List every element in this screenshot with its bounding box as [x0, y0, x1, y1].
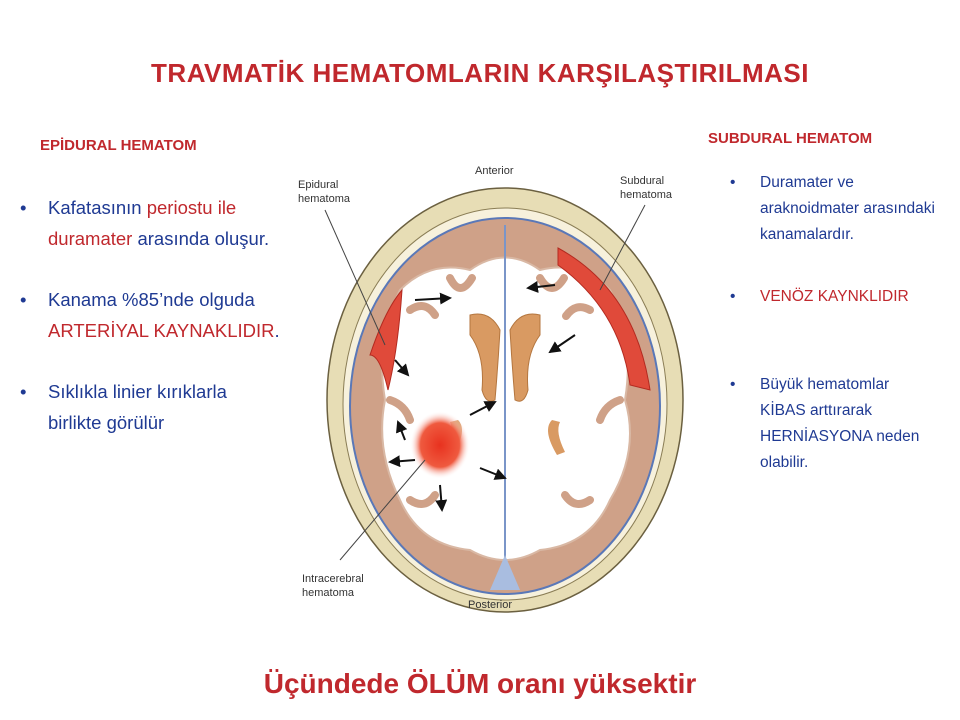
bullet-text-segment: periostu [146, 197, 213, 218]
subdural-heading: SUBDURAL HEMATOM [708, 130, 873, 147]
label-intracerebral: Intracerebral [302, 573, 364, 585]
epidural-bullet [20, 376, 280, 438]
bullet-text-segment: ile duramater [48, 197, 237, 249]
subdural-bullet: • Büyük hematomlar KİBAS arttırarak HERNİASYONA neden olabilir. [728, 372, 938, 476]
bullet-text-segment: arasında oluşur. [132, 228, 270, 249]
bullet-text-segment: Kafatasının [48, 197, 147, 218]
label-intracerebral-2: hematoma [302, 587, 354, 599]
label-epidural: Epidural [298, 179, 339, 191]
bullet-text-segment: ARTERİYAL KAYNAKLIDIR [48, 320, 275, 341]
intracerebral-hematoma [410, 411, 470, 479]
slide-title: TRAVMATİK HEMATOMLARIN KARŞILAŞTIRILMASI [151, 58, 809, 88]
brain-hematoma-diagram [290, 150, 710, 625]
epidural-bullet [20, 284, 280, 346]
label-epidural-2: hematoma [298, 193, 350, 205]
epidural-heading: EPİDURAL HEMATOM [40, 137, 197, 154]
subdural-bullet: • Duramater ve araknoidmater arasındaki kanamalardır. [728, 170, 938, 248]
label-anterior: Anterior [475, 165, 514, 177]
label-posterior: Posterior [468, 599, 513, 611]
subdural-bullet: • VENÖZ KAYNKLIDIR [728, 284, 938, 310]
label-subdural-2: hematoma [620, 189, 672, 201]
subdural-bullet-list [728, 170, 938, 476]
bullet-text-segment: . [274, 320, 280, 341]
bullet-text-segment: %85’nde olguda [122, 289, 255, 310]
footer-statement: Üçündede ÖLÜM oranı yüksektir [263, 668, 697, 699]
epidural-bullet-list [20, 192, 280, 468]
bullet-text-segment: Sıklıkla linier kırıklarla birlikte görülür [48, 381, 227, 433]
label-subdural: Subdural [620, 175, 665, 187]
epidural-bullet [20, 192, 280, 254]
bullet-text-segment: Kanama [48, 289, 123, 310]
